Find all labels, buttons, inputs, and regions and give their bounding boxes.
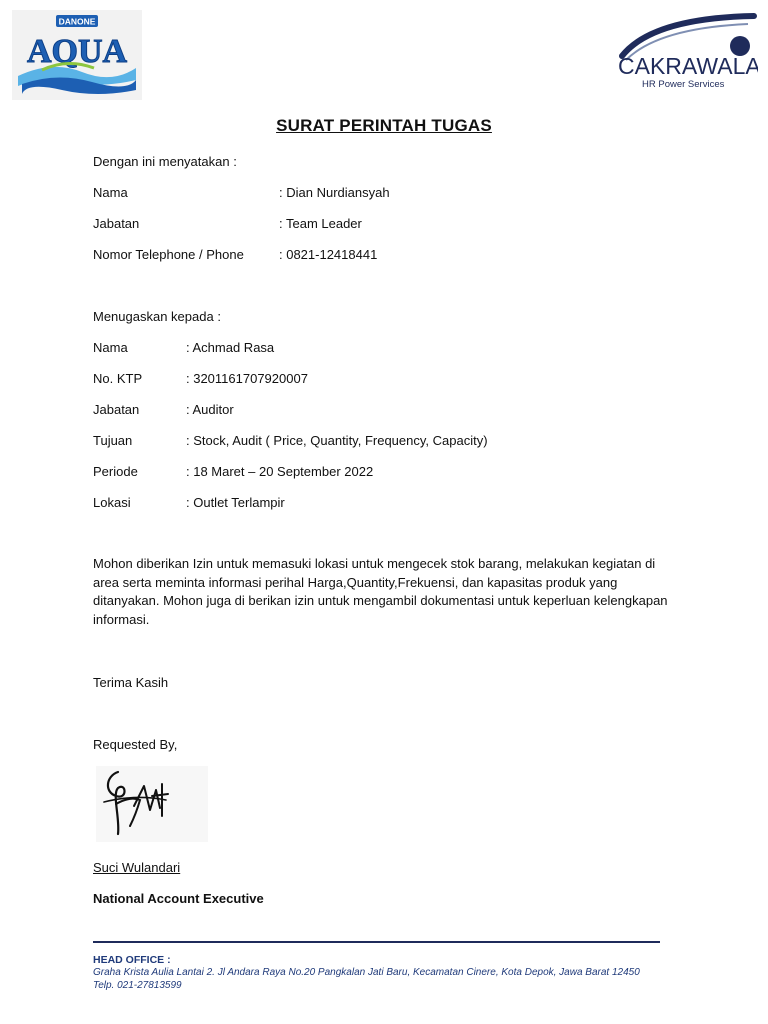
assignee-ktp-value: : 3201161707920007 [186, 371, 308, 386]
aqua-brand-text: DANONE [58, 16, 96, 27]
signature-image [96, 766, 208, 842]
issuer-phone-value: : 0821-12418441 [279, 247, 378, 262]
permission-paragraph: Mohon diberikan Izin untuk memasuki lokasi untuk mengecek stok barang, melakukan kegiatan di area serta meminta informasi perihal Harga,Quantity,Frekuensi, dan kapasitas produk yang ditanyakan. Mohon juga di berikan izin untuk mengambil dokumentasi untuk keperluan kelengkapan informasi. [93, 556, 668, 627]
assignee-name-value: : Achmad Rasa [186, 340, 275, 355]
document-title: SURAT PERINTAH TUGAS [276, 116, 492, 135]
assignee-location-label: Lokasi [93, 495, 131, 510]
issuer-name-label: Nama [93, 185, 128, 200]
cakrawala-tagline: HR Power Services [642, 79, 725, 88]
signer-position: National Account Executive [93, 891, 264, 906]
assignee-purpose-label: Tujuan [93, 433, 133, 448]
aqua-logo [12, 10, 142, 100]
assignee-location-value: : Outlet Terlampir [186, 495, 285, 510]
closing-text: Terima Kasih [93, 675, 169, 690]
assignee-ktp-label: No. KTP [93, 371, 143, 386]
issuer-position-label: Jabatan [93, 216, 140, 231]
footer-divider [93, 941, 660, 943]
assignee-position-label: Jabatan [93, 402, 140, 417]
assignee-period-label: Periode [93, 464, 138, 479]
signer-name: Suci Wulandari [93, 860, 181, 875]
requested-by-text: Requested By, [93, 737, 178, 752]
assignee-position-value: : Auditor [186, 402, 234, 417]
assign-heading: Menugaskan kepada : [93, 309, 221, 324]
aqua-wordmark: AQUA [26, 33, 128, 70]
assignee-purpose-value: : Stock, Audit ( Price, Quantity, Frequency, Capacity) [186, 433, 488, 448]
assignee-name-label: Nama [93, 340, 128, 355]
footer-phone: Telp. 021-27813599 [93, 980, 182, 991]
intro-text: Dengan ini menyatakan : [93, 154, 237, 169]
issuer-position-value: : Team Leader [279, 216, 362, 231]
issuer-name-value: : Dian Nurdiansyah [279, 185, 390, 200]
cakrawala-logo [612, 12, 758, 88]
issuer-phone-label: Nomor Telephone / Phone [93, 247, 244, 262]
assignee-period-value: : 18 Maret – 20 September 2022 [186, 464, 374, 479]
cakrawala-wordmark: CAKRAWALA [618, 53, 758, 79]
footer-heading: HEAD OFFICE : [93, 954, 171, 966]
footer-address: Graha Krista Aulia Lantai 2. Jl Andara Raya No.20 Pangkalan Jati Baru, Kecamatan Cinere, Kota Depok, Jawa Barat 12450 [93, 967, 640, 978]
